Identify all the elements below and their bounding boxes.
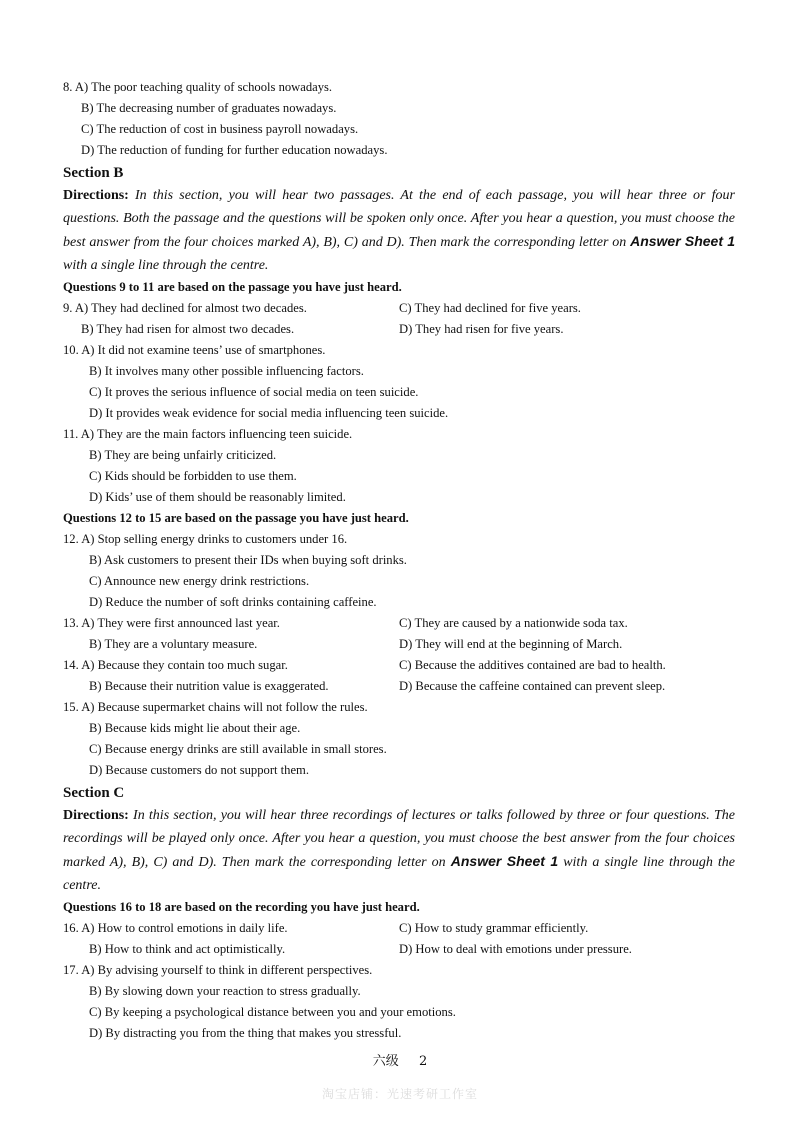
q16-option-b: B) How to think and act optimistically.	[89, 942, 286, 956]
q8-option-b: B) The decreasing number of graduates nowadays.	[81, 101, 337, 115]
q13-option-b: B) They are a voluntary measure.	[89, 637, 258, 651]
exam-level-label: 六级	[372, 1054, 399, 1069]
q16-row-1	[63, 918, 735, 939]
q10-option-a: 10. A) It did not examine teens’ use of smartphones.	[63, 343, 326, 357]
q16-option-c: C) How to study grammar efficiently.	[399, 921, 589, 935]
directions-label: Directions:	[63, 808, 129, 823]
q15-option-b: B) Because kids might lie about their age.	[89, 721, 301, 735]
section-b-directions	[63, 185, 735, 277]
q13-option-a: 13. A) They were first announced last year.	[63, 616, 280, 630]
q11-option-d: D) Kids’ use of them should be reasonably limited.	[89, 490, 346, 504]
question-group-heading: Questions 16 to 18 are based on the recording you have just heard.	[63, 900, 420, 914]
q17-option-b: B) By slowing down your reaction to stress gradually.	[89, 984, 361, 998]
directions-end: with a single line through the centre.	[63, 257, 269, 273]
answer-sheet-label: Answer Sheet 1	[630, 233, 735, 249]
q11-option-c: C) Kids should be forbidden to use them.	[89, 469, 297, 483]
q13-row-2	[63, 634, 735, 655]
answer-sheet-label: Answer Sheet 1	[450, 853, 559, 869]
q11-option-a: 11. A) They are the main factors influencing teen suicide.	[63, 427, 353, 441]
q13-row-1	[63, 613, 735, 634]
q14-option-a: 14. A) Because they contain too much sugar.	[63, 658, 288, 672]
q11-option-b: B) They are being unfairly criticized.	[89, 448, 277, 462]
page-footer	[0, 1050, 800, 1069]
section-b-title: Section B	[63, 165, 124, 181]
page-number: 2	[418, 1054, 428, 1069]
q15-option-c: C) Because energy drinks are still available in small stores.	[89, 742, 387, 756]
q10-option-d: D) It provides weak evidence for social media influencing teen suicide.	[89, 406, 449, 420]
directions-text: In this section, you will hear three recordings of lectures or talks followed by three or four questions. The recordings will be played only once. After you hear a question, you must choose the best answer from the four choices marked A), B), C) and D). Then mark the corresponding letter on	[63, 808, 735, 870]
q12-option-a: 12. A) Stop selling energy drinks to customers under 16.	[63, 532, 348, 546]
directions-label: Directions:	[63, 188, 129, 203]
q14-option-b: B) Because their nutrition value is exaggerated.	[89, 679, 329, 693]
q17-option-d: D) By distracting you from the thing that makes you stressful.	[89, 1026, 402, 1040]
watermark: 淘宝店铺：光速考研工作室	[321, 1087, 478, 1101]
q15-option-a: 15. A) Because supermarket chains will not follow the rules.	[63, 700, 368, 714]
q17-option-c: C) By keeping a psychological distance between you and your emotions.	[89, 1005, 456, 1019]
q17-option-a: 17. A) By advising yourself to think in different perspectives.	[63, 963, 373, 977]
directions-end: with a single line through the centre.	[63, 855, 735, 893]
q9-row-2	[63, 319, 735, 340]
exam-page	[63, 77, 735, 1044]
q9-option-d: D) They had risen for five years.	[399, 322, 564, 336]
q10-option-b: B) It involves many other possible influencing factors.	[89, 364, 364, 378]
question-group-heading: Questions 12 to 15 are based on the passage you have just heard.	[63, 511, 409, 525]
q13-option-c: C) They are caused by a nationwide soda tax.	[399, 616, 628, 630]
q14-row-2	[63, 676, 735, 697]
q10-option-c: C) It proves the serious influence of social media on teen suicide.	[89, 385, 419, 399]
q8-option-a: 8. A) The poor teaching quality of schools nowadays.	[63, 80, 333, 94]
q14-option-c: C) Because the additives contained are bad to health.	[399, 658, 666, 672]
q15-option-d: D) Because customers do not support them.	[89, 763, 309, 777]
section-c-directions	[63, 805, 735, 897]
q9-row-1	[63, 298, 735, 319]
q9-option-b: B) They had risen for almost two decades.	[81, 322, 295, 336]
q16-option-a: 16. A) How to control emotions in daily life.	[63, 921, 288, 935]
q8-option-c: C) The reduction of cost in business payroll nowadays.	[81, 122, 359, 136]
q12-option-b: B) Ask customers to present their IDs when buying soft drinks.	[89, 553, 407, 567]
q16-option-d: D) How to deal with emotions under pressure.	[399, 942, 632, 956]
section-c-title: Section C	[63, 785, 125, 801]
q14-option-d: D) Because the caffeine contained can prevent sleep.	[399, 679, 666, 693]
q9-option-a: 9. A) They had declined for almost two decades.	[63, 301, 307, 315]
q8-option-d: D) The reduction of funding for further education nowadays.	[81, 143, 388, 157]
q13-option-d: D) They will end at the beginning of March.	[399, 637, 623, 651]
directions-text: In this section, you will hear two passages. At the end of each passage, you will hear three or four questions. Both the passage and the questions will be spoken only once. After you hear a question, you must choose the best answer from the four choices marked A), B), C) and D). Then mark the corresponding letter on	[63, 188, 735, 250]
q9-option-c: C) They had declined for five years.	[399, 301, 581, 315]
q16-row-2	[63, 939, 735, 960]
q14-row-1	[63, 655, 735, 676]
q12-option-c: C) Announce new energy drink restrictions.	[89, 574, 310, 588]
question-group-heading: Questions 9 to 11 are based on the passage you have just heard.	[63, 280, 402, 294]
q12-option-d: D) Reduce the number of soft drinks containing caffeine.	[89, 595, 377, 609]
